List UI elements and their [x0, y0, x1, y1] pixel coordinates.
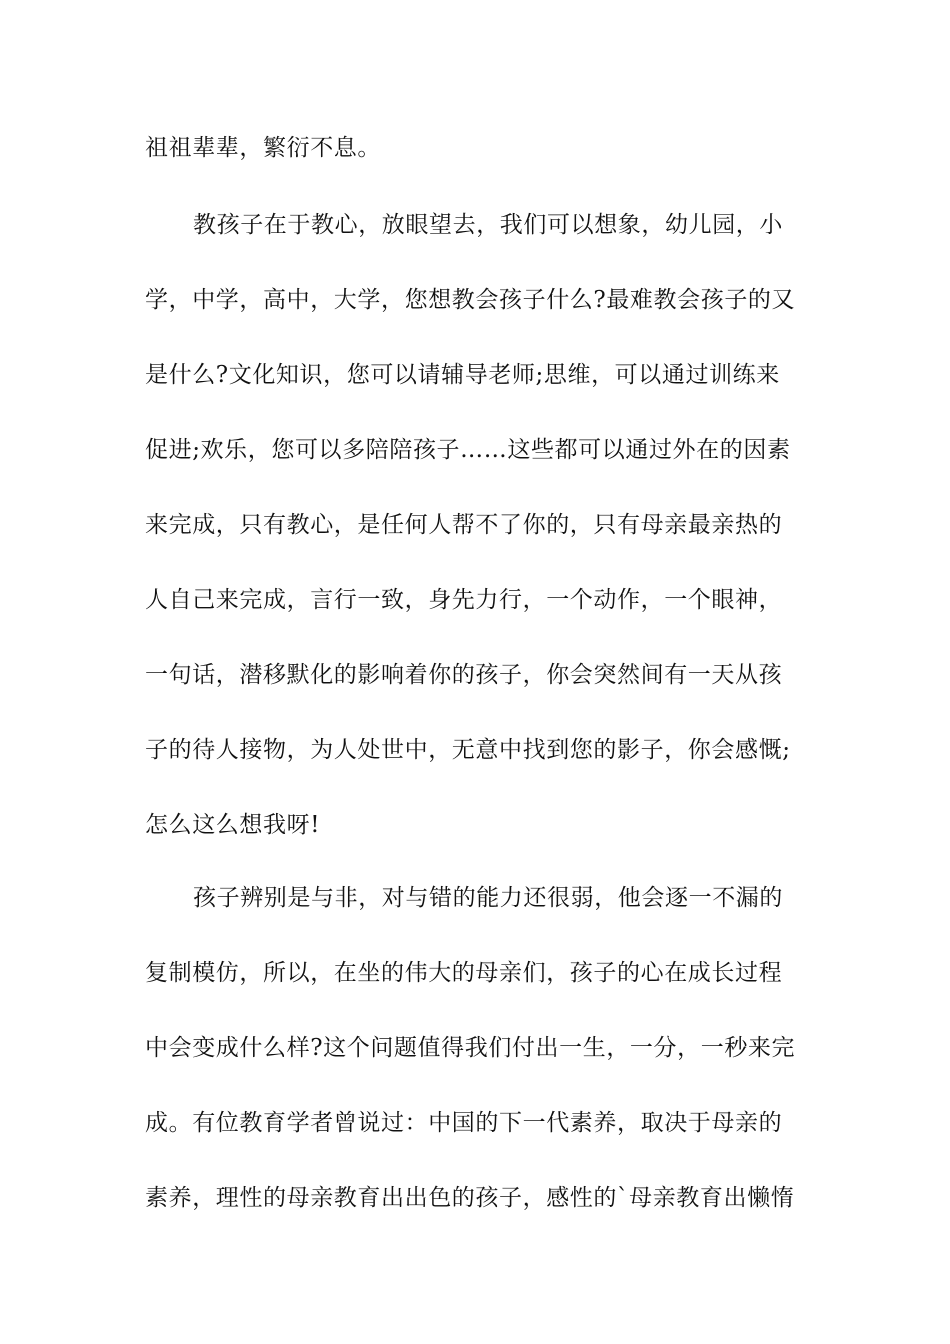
text-line: 一句话，潜移默化的影响着你的孩子，你会突然间有一天从孩 [145, 662, 783, 688]
text-line: 中会变成什么样?这个问题值得我们付出一生，一分，一秒来完 [145, 1035, 796, 1061]
text-line: 怎么这么想我呀! [145, 812, 321, 838]
text-line: 学，中学，高中，大学，您想教会孩子什么?最难教会孩子的又 [145, 287, 796, 313]
text-line: 成。有位教育学者曾说过：中国的下一代素养，取决于母亲的 [145, 1110, 783, 1136]
text-line: 促进;欢乐，您可以多陪陪孩子……这些都可以通过外在的因素 [145, 437, 791, 463]
text-line: 素养，理性的母亲教育出出色的孩子，感性的`母亲教育出懒惰 [145, 1185, 795, 1211]
text-line: 子的待人接物，为人处世中，无意中找到您的影子，你会感慨; [145, 737, 791, 763]
text-line: 教孩子在于教心，放眼望去，我们可以想象，幼儿园，小 [193, 212, 783, 238]
text-line: 孩子辨别是与非，对与错的能力还很弱，他会逐一不漏的 [193, 885, 783, 911]
text-line: 复制模仿，所以，在坐的伟大的母亲们，孩子的心在成长过程 [145, 960, 783, 986]
text-line: 祖祖辈辈，繁衍不息。 [145, 135, 381, 161]
text-line: 是什么?文化知识，您可以请辅导老师;思维，可以通过训练来 [145, 362, 780, 388]
text-line: 人自己来完成，言行一致，身先力行，一个动作，一个眼神， [145, 587, 783, 613]
text-line: 来完成，只有教心，是任何人帮不了你的，只有母亲最亲热的 [145, 512, 783, 538]
